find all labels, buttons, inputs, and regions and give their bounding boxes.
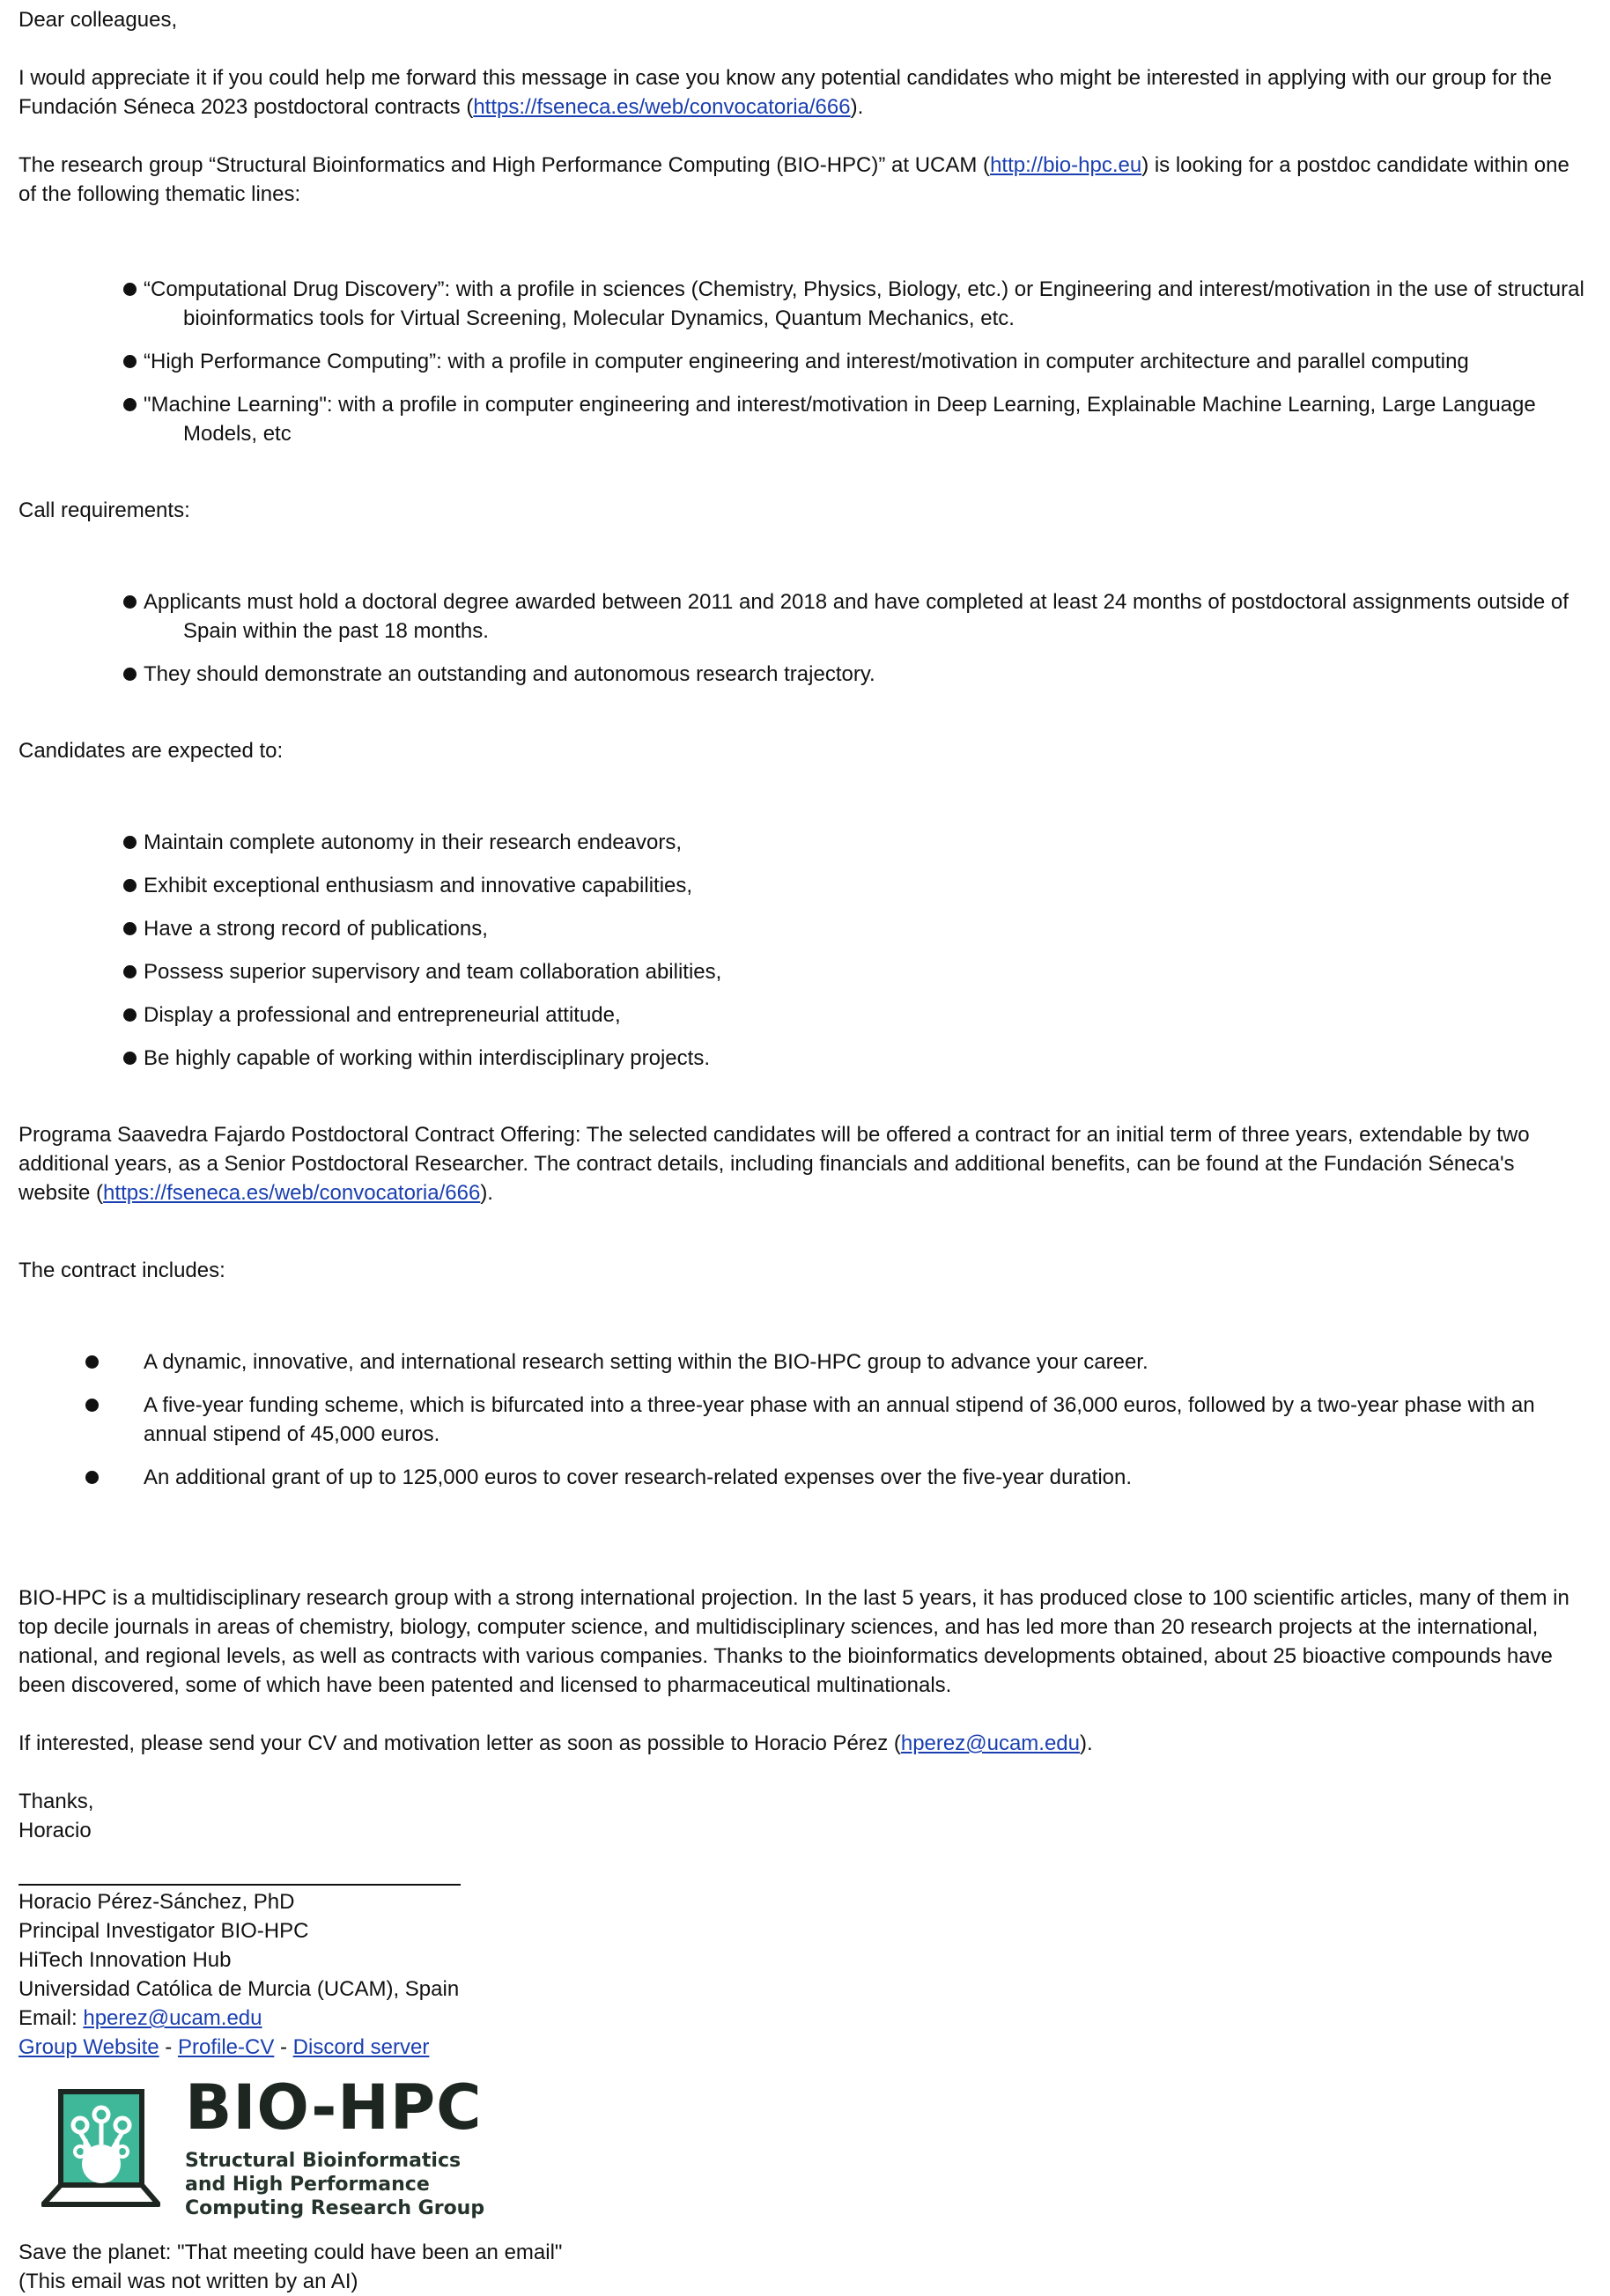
intro-text: I would appreciate it if you could help me forward this message in case you know any potential candidates who might be interested in applying with our group for the Fundación Séneca 2023 postdoctoral contracts (: [18, 66, 1552, 119]
group-intro-paragraph: [18, 151, 1591, 209]
bullet-icon: [123, 922, 137, 935]
list-item: [18, 587, 1591, 646]
logo-subtitle-line: Computing Research Group: [185, 2196, 485, 2219]
list-item-text: Possess superior supervisory and team collaboration abilities,: [144, 960, 722, 984]
group-website-link[interactable]: Group Website: [18, 2035, 159, 2059]
signature-links: [18, 2033, 1591, 2062]
bullet-icon: [85, 1399, 99, 1412]
group-intro-text: The research group “Structural Bioinformatics and High Performance Computing (BIO-HPC)” at UCAM (: [18, 153, 991, 177]
list-item-text: A dynamic, innovative, and international research setting within the BIO-HPC group to advance your career.: [144, 1350, 1148, 1374]
email-label: Email:: [18, 2006, 84, 2030]
link-separator: -: [274, 2035, 293, 2059]
list-item-text: “Computational Drug Discovery”: with a profile in sciences (Chemistry, Physics, Biology, etc.) or Engineering and interest/motivation in the use of structural bioinformatics tools for Virtual Screening, Molecular Dynamics, Quantum Mechanics, etc.: [144, 277, 1584, 330]
greeting: Dear colleagues,: [18, 8, 178, 32]
bio-hpc-logo-icon: [41, 2086, 160, 2210]
signature-divider: [18, 1884, 461, 1886]
list-item-text: Display a professional and entrepreneurial attitude,: [144, 1003, 621, 1027]
list-item-text: They should demonstrate an outstanding and autonomous research trajectory.: [144, 662, 875, 686]
group-intro-tail: ) is looking for a postdoc candidate within one of the following thematic lines:: [18, 153, 1569, 206]
logo-wordmark: [185, 2071, 485, 2220]
offering-paragraph: [18, 1120, 1591, 1207]
bullet-icon: [123, 668, 137, 681]
bullet-icon: [123, 398, 137, 411]
signature-block: [18, 1887, 1591, 2062]
intro-paragraph: [18, 63, 1591, 122]
list-item: [18, 1391, 1591, 1449]
list-item: [18, 390, 1591, 448]
list-item-text: Exhibit exceptional enthusiasm and innovative capabilities,: [144, 874, 693, 897]
list-item: [18, 957, 1591, 986]
convocatoria-link[interactable]: https://fseneca.es/web/convocatoria/666: [103, 1181, 481, 1205]
bullet-icon: [123, 836, 137, 849]
list-item-text: "Machine Learning": with a profile in computer engineering and interest/motivation in Deep Learning, Explainable Machine Learning, Large Language Models, etc: [144, 393, 1536, 446]
footer-line: Save the planet: "That meeting could have been an email": [18, 2241, 563, 2264]
expected-heading: Candidates are expected to:: [18, 739, 284, 763]
includes-list: [18, 1347, 1591, 1492]
bullet-icon: [123, 1052, 137, 1065]
list-item: [18, 828, 1591, 857]
profile-cv-link[interactable]: Profile-CV: [177, 2035, 275, 2059]
list-item-text: Have a strong record of publications,: [144, 917, 488, 941]
requirements-heading: Call requirements:: [18, 498, 190, 522]
list-item: [18, 1347, 1591, 1377]
list-item: [18, 1000, 1591, 1030]
signature-name: Horacio Pérez-Sánchez, PhD: [18, 1890, 295, 1914]
bio-hpc-logo: [41, 2071, 1591, 2222]
list-item: [18, 914, 1591, 943]
list-item-text: A five-year funding scheme, which is bifurcated into a three-year phase with an annual stipend of 36,000 euros, followed by a two-year phase with an annual stipend of 45,000 euros.: [144, 1393, 1535, 1446]
contact-text: If interested, please send your CV and motivation letter as soon as possible to Horacio Pérez (: [18, 1731, 901, 1755]
sender-name: Horacio: [18, 1819, 92, 1842]
bullet-icon: [123, 355, 137, 368]
offering-tail: ).: [480, 1181, 493, 1205]
requirements-list: [18, 587, 1591, 689]
thematic-lines-list: [18, 275, 1591, 448]
expected-list: [18, 828, 1591, 1073]
list-item: [18, 871, 1591, 900]
offering-text: Programa Saavedra Fajardo Postdoctoral Contract Offering: The selected candidates will be offered a contract for an initial term of three years, extendable by two additional years, as a Senior Postdoctoral Researcher. The contract details, including financials and additional benefits, can be found at the Fundación Séneca's website (: [18, 1123, 1530, 1205]
list-item-text: Applicants must hold a doctoral degree awarded between 2011 and 2018 and have completed at least 24 months of postdoctoral assignments outside of Spain within the past 18 months.: [144, 590, 1569, 643]
discord-server-link[interactable]: Discord server: [292, 2035, 430, 2059]
signature-role: Principal Investigator BIO-HPC: [18, 1919, 309, 1943]
bullet-icon: [85, 1355, 99, 1369]
list-item-text: Maintain complete autonomy in their research endeavors,: [144, 831, 682, 854]
signature-email-link[interactable]: hperez@ucam.edu: [83, 2006, 262, 2030]
contact-tail: ).: [1080, 1731, 1093, 1755]
list-item-text: “High Performance Computing”: with a profile in computer engineering and interest/motivation in computer architecture and parallel computing: [144, 350, 1469, 373]
closing: Thanks,: [18, 1790, 94, 1813]
bullet-icon: [123, 595, 137, 609]
bullet-icon: [123, 879, 137, 892]
footer-line: (This email was not written by an AI): [18, 2270, 358, 2293]
bio-hpc-website-link[interactable]: http://bio-hpc.eu: [990, 153, 1142, 177]
list-item: [18, 1463, 1591, 1492]
signature-unit: HiTech Innovation Hub: [18, 1948, 232, 1972]
bullet-icon: [123, 965, 137, 978]
list-item: [18, 347, 1591, 376]
list-item: [18, 660, 1591, 689]
convocatoria-link[interactable]: https://fseneca.es/web/convocatoria/666: [473, 95, 851, 119]
list-item-text: Be highly capable of working within interdisciplinary projects.: [144, 1046, 710, 1070]
contact-paragraph: [18, 1729, 1591, 1758]
list-item: [18, 1044, 1591, 1073]
bullet-icon: [123, 283, 137, 296]
logo-title: BIO-HPC: [185, 2071, 483, 2144]
list-item-text: An additional grant of up to 125,000 euros to cover research-related expenses over the five-year duration.: [144, 1465, 1133, 1489]
bullet-icon: [85, 1471, 99, 1484]
includes-heading: The contract includes:: [18, 1259, 225, 1282]
list-item: [18, 275, 1591, 333]
logo-subtitle-line: and High Performance: [185, 2173, 430, 2196]
signature-university: Universidad Católica de Murcia (UCAM), Spain: [18, 1977, 460, 2001]
link-separator: -: [159, 2035, 178, 2059]
about-paragraph: BIO-HPC is a multidisciplinary research group with a strong international projection. In the last 5 years, it has produced close to 100 scientific articles, many of them in top decile journals in areas of chemistry, biology, computer science, and multidisciplinary sciences, and has led more than 20 research projects at the international, national, and regional levels, as well as contracts with various companies. Thanks to the bioinformatics developments obtained, about 25 bioactive compounds have been discovered, some of which have been patented and licensed to pharmaceutical multinationals.: [18, 1586, 1569, 1697]
bullet-icon: [123, 1008, 137, 1022]
intro-tail: ).: [850, 95, 864, 119]
signature-email: [18, 2004, 1591, 2033]
logo-subtitle-line: Structural Bioinformatics: [185, 2149, 462, 2172]
email-link[interactable]: hperez@ucam.edu: [900, 1731, 1081, 1755]
